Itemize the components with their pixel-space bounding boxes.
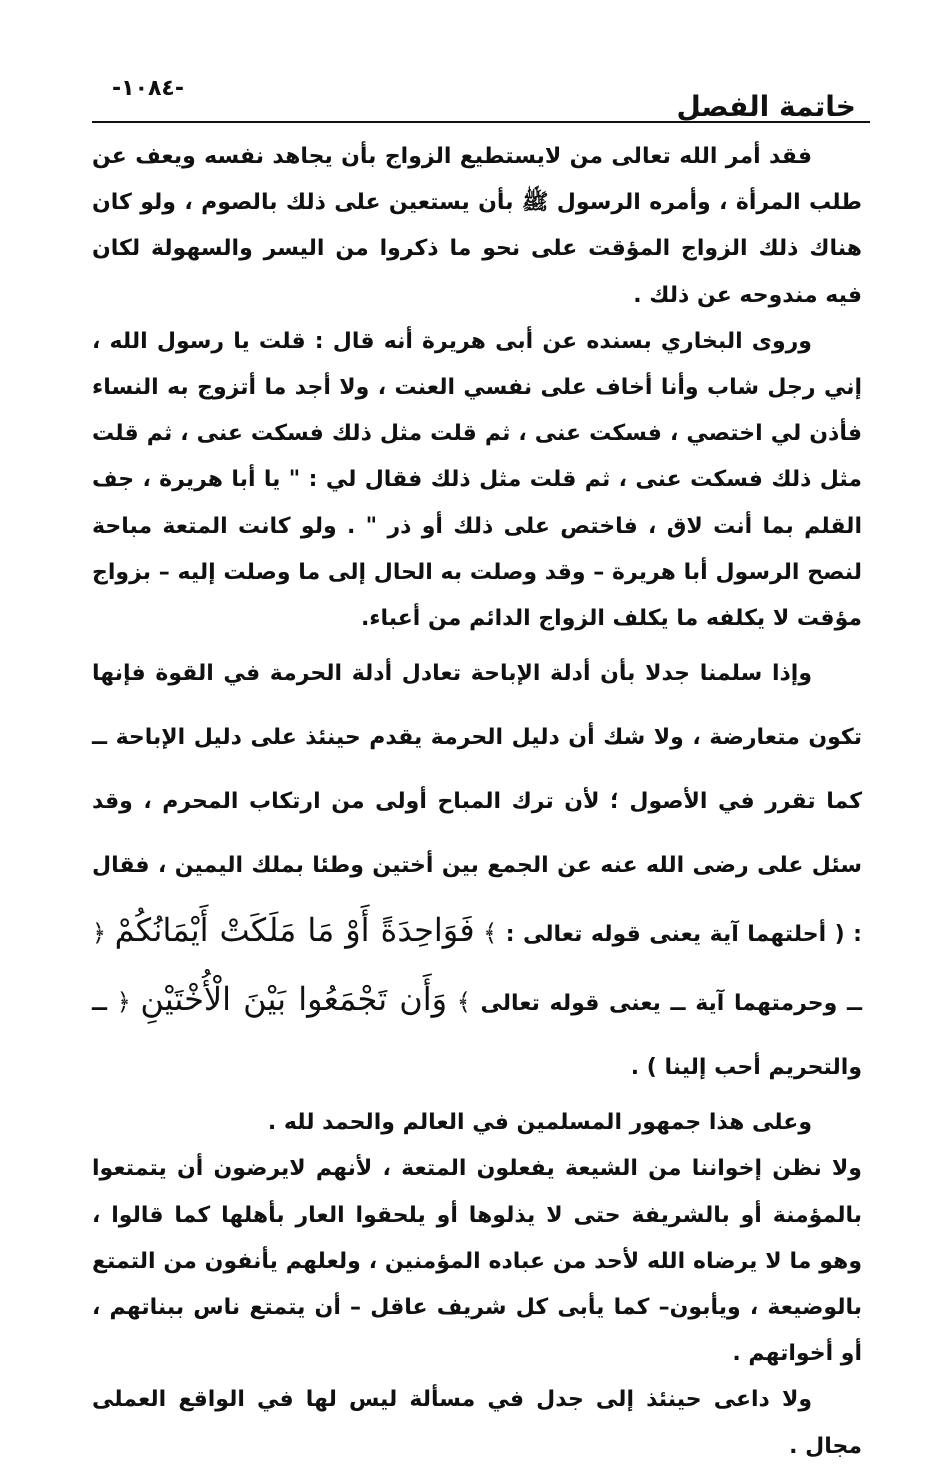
verse-close-bracket: ﴿	[116, 988, 131, 1017]
paragraph-4: وعلى هذا جمهور المسلمين في العالم والحمد لله .	[267, 1110, 812, 1136]
section-title: خاتمة الفصل	[676, 90, 856, 123]
quran-verse-2: وَأَن تَجْمَعُوا بَيْنَ الْأُخْتَيْنِ	[140, 980, 448, 1019]
verse-open-bracket: ﴾	[456, 988, 471, 1017]
quran-verse-1: فَوَاحِدَةً أَوْ مَا مَلَكَتْ أَيْمَانُكُمْ	[114, 911, 475, 950]
paragraph-2: وروى البخاري بسنده عن أبى هريرة أنه قال : قلت يا رسول الله ، إني رجل شاب وأنا أخاف على نفسي العنت ، ولا أجد ما أتزوج به النساء فأذن لي اختصي ، فسكت عنى ، ثم قلت مثل ذلك فسكت عنى ، ثم قلت مثل ذلك فسكت عنى ، ثم قلت مثل ذلك فقال لي : " يا أبا هريرة ، جف القلم بما أنت لاق ، فاختص على ذلك أو ذر " . ولو كانت المتعة مباحة لنصح الرسول أبا هريرة – وقد وصلت به الحال إلى ما وصلت إليه – بزواج مؤقت لا يكلفه ما يكلف الزواج الدائم من أعباء.	[92, 328, 862, 632]
paragraph-3	[92, 642, 862, 1100]
verse-close-bracket: ﴿	[92, 919, 107, 948]
paragraph-3-text-b: ــ وحرمتهما آية ــ يعنى قوله تعالى	[480, 991, 862, 1017]
paragraph-3-text-c: ــ والتحريم أحب إلينا ) .	[92, 991, 862, 1081]
paragraph-3-text-a: وإذا سلمنا جدلا بأن أدلة الإباحة تعادل أدلة الحرمة في القوة فإنها تكون متعارضة ، ولا شك أن دليل الحرمة يقدم حينئذ على دليل الإباحة ــ كما تقرر في الأصول ؛ لأن ترك المباح أولى من ارتكاب المحرم ، وقد سئل على رضى الله عنه عن الجمع بين أختين وطئا بملك اليمين ، فقال : ( أحلتهما آية يعنى قوله تعالى :	[92, 661, 862, 948]
paragraph-1: فقد أمر الله تعالى من لايستطيع الزواج بأن يجاهد نفسه ويعف عن طلب المرأة ، وأمره الرسول ﷺ بأن يستعين على ذلك بالصوم ، ولو كان هناك ذلك الزواج المؤقت على نحو ما ذكروا من اليسر والسهولة لكان فيه مندوحه عن ذلك .	[92, 144, 862, 308]
body-text	[92, 134, 862, 1470]
verse-open-bracket: ﴾	[483, 919, 498, 948]
paragraph-5: ولا نظن إخواننا من الشيعة يفعلون المتعة ، لأنهم لايرضون أن يتمتعوا بالمؤمنة أو بالشريفة حتى لا يذلوها أو يلحقوا العار بأهلها كما قالوا ، وهو ما لا يرضاه الله لأحد من عباده المؤمنين ، ولعلهم يأنفون من التمتع بالوضيعة ، ويأبون– كما يأبى كل شريف عاقل – أن يتمتع ناس ببناتهم ، أو أخواتهم .	[92, 1156, 862, 1367]
header-divider	[92, 121, 870, 123]
paragraph-6: ولا داعى حينئذ إلى جدل في مسألة ليس لها في الواقع العملى مجال .	[92, 1387, 862, 1459]
page-number: -١٠٨٤-	[112, 76, 184, 101]
